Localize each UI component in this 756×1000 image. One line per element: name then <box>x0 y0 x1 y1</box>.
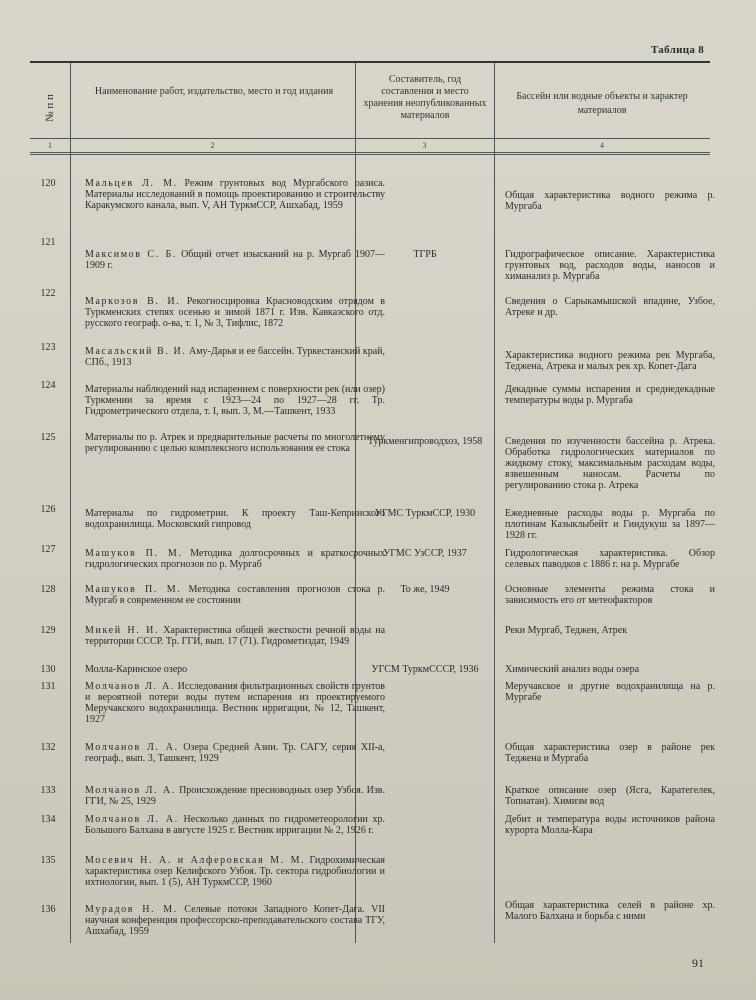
row-author: Молчанов Л. А. <box>85 742 179 753</box>
column-number-2: 2 <box>210 141 215 150</box>
row-basin: Реки Мургаб, Теджен, Атрек <box>505 625 628 636</box>
table-top-rule <box>30 61 710 63</box>
row-author: Микей Н. И. <box>85 625 160 636</box>
row-title: Аму-Дарья и ее бассейн. Туркестанский край, СПб., 1913 <box>85 346 386 368</box>
row-number: 125 <box>40 432 56 443</box>
row-basin: Меручакское и другие водохранилища на р. Мургабе <box>505 681 715 703</box>
row-work <box>85 785 385 807</box>
row-basin: Общая характеристика селей в районе хр. Малого Балхана и борьба с ними <box>505 900 715 922</box>
row-basin: Сведения по изученности бассейна р. Атрека. Обработка гидрологических материалов по жидкому стоку, максимальным расходам воды, взвешенным наносам. Расчеты по регулированию стока р. Атрека <box>505 436 715 491</box>
row-author: Мальцев Л. М. <box>85 178 178 189</box>
header-rule <box>30 138 710 139</box>
column-number-1: 1 <box>48 141 52 150</box>
row-work <box>85 548 385 570</box>
row-work <box>85 249 385 271</box>
row-basin: Декадные суммы испарения и среднедекадные температуры воды р. Мургаба <box>505 384 715 406</box>
row-work <box>85 432 385 454</box>
row-work <box>85 664 385 675</box>
row-number: 121 <box>40 237 56 248</box>
row-number: 126 <box>40 504 56 515</box>
table-title: Таблица 8 <box>650 44 704 56</box>
row-number: 133 <box>40 785 56 796</box>
row-work <box>85 904 385 937</box>
column-number-rule <box>30 152 710 153</box>
row-number: 134 <box>40 814 56 825</box>
row-compiler: УГМС УзССР, 1937 <box>383 548 467 559</box>
row-number: 120 <box>40 178 56 189</box>
row-work <box>85 384 385 417</box>
header-works: Наименование работ, издательство, место и год издания <box>94 86 334 97</box>
row-author: Мосевич Н. А. и Алферовская М. М. <box>85 855 306 866</box>
row-author: Мурадов Н. М. <box>85 904 178 915</box>
row-number: 135 <box>40 855 56 866</box>
row-basin: Сведения о Сарыкамышской впадине, Узбое, Атреке и др. <box>505 296 715 318</box>
header-compiler: Составитель, год составления и место хранения неопубликованных материалов <box>363 74 487 121</box>
row-title: Режим грунтовых вод Мургабского оазиса. Материалы исследований в помощь проектированию и строительству Каракумского канала, вып. V, АН ТуркмССР, Ашхабад, 1959 <box>85 178 386 211</box>
row-basin: Общая характеристика водного режима р. Мургаба <box>505 190 715 212</box>
page-number: 91 <box>692 956 704 970</box>
row-work <box>85 855 385 888</box>
row-title: Рекогносцировка Красноводским отрядом в Туркменских степях осенью и зимой 1871 г. Изв. Кавказского отд. русского географ. о-ва, т. 1, № 3, Тифлис, 1872 <box>85 296 386 329</box>
row-basin: Гидрографическое описание. Характеристика грунтовых вод, расходов воды, наносов и химанализ р. Мургаба <box>505 249 715 282</box>
col-divider-3 <box>494 63 495 943</box>
row-number: 124 <box>40 380 56 391</box>
row-author: Масальский В. И. <box>85 346 187 357</box>
row-number: 128 <box>40 584 56 595</box>
row-work <box>85 508 385 530</box>
row-compiler: То же, 1949 <box>400 584 450 595</box>
row-work <box>85 296 385 329</box>
row-title: Методика составления прогнозов стока р. Мургаб в современном ее состоянии <box>85 584 386 606</box>
column-number-4: 4 <box>600 141 604 150</box>
row-title: Селевые потоки Западного Копет-Дага. VII научная конференция профессорско-преподавательского состава ТГУ, Ашхабад, 1959 <box>85 904 386 937</box>
row-work <box>85 178 385 211</box>
row-work <box>85 346 385 368</box>
row-compiler: УГСМ ТуркмСССР, 1936 <box>371 664 479 675</box>
row-basin: Общая характеристика озер в районе рек Теджена и Мургаба <box>505 742 715 764</box>
row-title: Происхождение пресноводных озер Узбоя. Изв. ГГИ, № 25, 1929 <box>85 785 385 807</box>
row-work <box>85 681 385 725</box>
row-author: Маркозов В. И. <box>85 296 181 307</box>
header-number: № п п <box>44 94 56 122</box>
row-basin: Ежедневные расходы воды р. Мургаба по плотинам Казыклыбейт и Гиндукуш за 1897—1928 гг. <box>505 508 715 541</box>
row-number: 136 <box>40 904 56 915</box>
row-work <box>85 742 385 764</box>
col-divider-1 <box>70 63 71 943</box>
row-number: 123 <box>40 342 56 353</box>
row-author: Молчанов Л. А. <box>85 681 175 692</box>
row-basin: Химический анализ воды озера <box>505 664 640 675</box>
row-author: Машуков П. М. <box>85 584 182 595</box>
row-basin: Основные элементы режима стока и зависимость его от метеофакторов <box>505 584 715 606</box>
row-title: Методика долгосрочных и краткосрочных гидрологических прогнозов по р. Мургаб <box>85 548 386 570</box>
row-work <box>85 814 385 836</box>
header-basin: Бассейн или водные объекты и характер материалов <box>516 91 688 116</box>
column-number-3: 3 <box>422 141 427 150</box>
row-title: Общий отчет изысканий на р. Мургаб 1907—1909 г. <box>85 249 385 271</box>
row-number: 129 <box>40 625 56 636</box>
column-number-rule-2 <box>30 154 710 155</box>
row-number: 130 <box>40 664 56 675</box>
row-title: Озера Средней Азии. Тр. САГУ, серия XII-а, географ., вып. 3, Ташкент, 1929 <box>85 742 385 764</box>
row-work <box>85 584 385 606</box>
row-title: Характеристика общей жесткости речной воды на территории СССР. Тр. ГГИ, вып. 17 (71). Гидрометиздат, 1949 <box>85 625 386 647</box>
row-basin: Гидрологическая характеристика. Обзор селевых паводков с 1886 г. на р. Мургабе <box>505 548 715 570</box>
row-number: 127 <box>40 544 56 555</box>
row-title: Исследования фильтрационных свойств грунтов и вероятной потери воды путем испарения из проектируемого Меручакского водохранилища. Вестник ирригации, № 12, Ташкент, 1927 <box>85 681 385 725</box>
row-title: Несколько данных по гидрометеорологии хр. Большого Балхана в августе 1925 г. Вестник ирригации № 2, 1926 г. <box>85 814 386 836</box>
row-title: Материалы по гидрометрии. К проекту Таш-Кепринского водохранилища. Московский гипровод <box>85 508 385 530</box>
row-number: 131 <box>40 681 56 692</box>
row-title: Гидрохимическая характеристика озер Келифского Узбоя. Тр. сектора гидробиологии и ихтиологии, вып. 1 (5), АН ТуркмССР, 1960 <box>85 855 385 888</box>
row-author: Молчанов Л. А. <box>85 785 176 796</box>
row-work <box>85 625 385 647</box>
row-author: Молчанов Л. А. <box>85 814 179 825</box>
row-basin: Краткое описание озер (Ясга, Каратегелек, Топиатан). Химизм вод <box>505 785 715 807</box>
row-basin: Характеристика водного режима рек Мургаба, Теджена, Атрека и малых рек хр. Копет-Дага <box>505 350 715 372</box>
row-basin: Дебит и температура воды источников района курорта Молла-Кара <box>505 814 715 836</box>
row-title: Материалы наблюдений над испарением с поверхности рек (или озер) Туркмении за время с 1923—24 по 1927—28 гг. Тр. Гидрометрического отдела, т. I, вып. 3, М.—Ташкент, 1933 <box>85 384 385 417</box>
row-author: Максимов С. Б. <box>85 249 177 260</box>
row-title: Материалы по р. Атрек и предварительные расчеты по многолетнему регулированию с целью комплексного использования ее стока <box>85 432 385 454</box>
row-compiler: УГМС ТуркмССР, 1930 <box>374 508 476 519</box>
row-author: Машуков П. М. <box>85 548 183 559</box>
row-number: 132 <box>40 742 56 753</box>
row-title: Молла-Каринское озеро <box>85 664 188 675</box>
row-number: 122 <box>40 288 56 299</box>
row-compiler: Туркменгипроводхоз, 1958 <box>367 436 483 447</box>
row-compiler: ТГРБ <box>413 249 437 260</box>
